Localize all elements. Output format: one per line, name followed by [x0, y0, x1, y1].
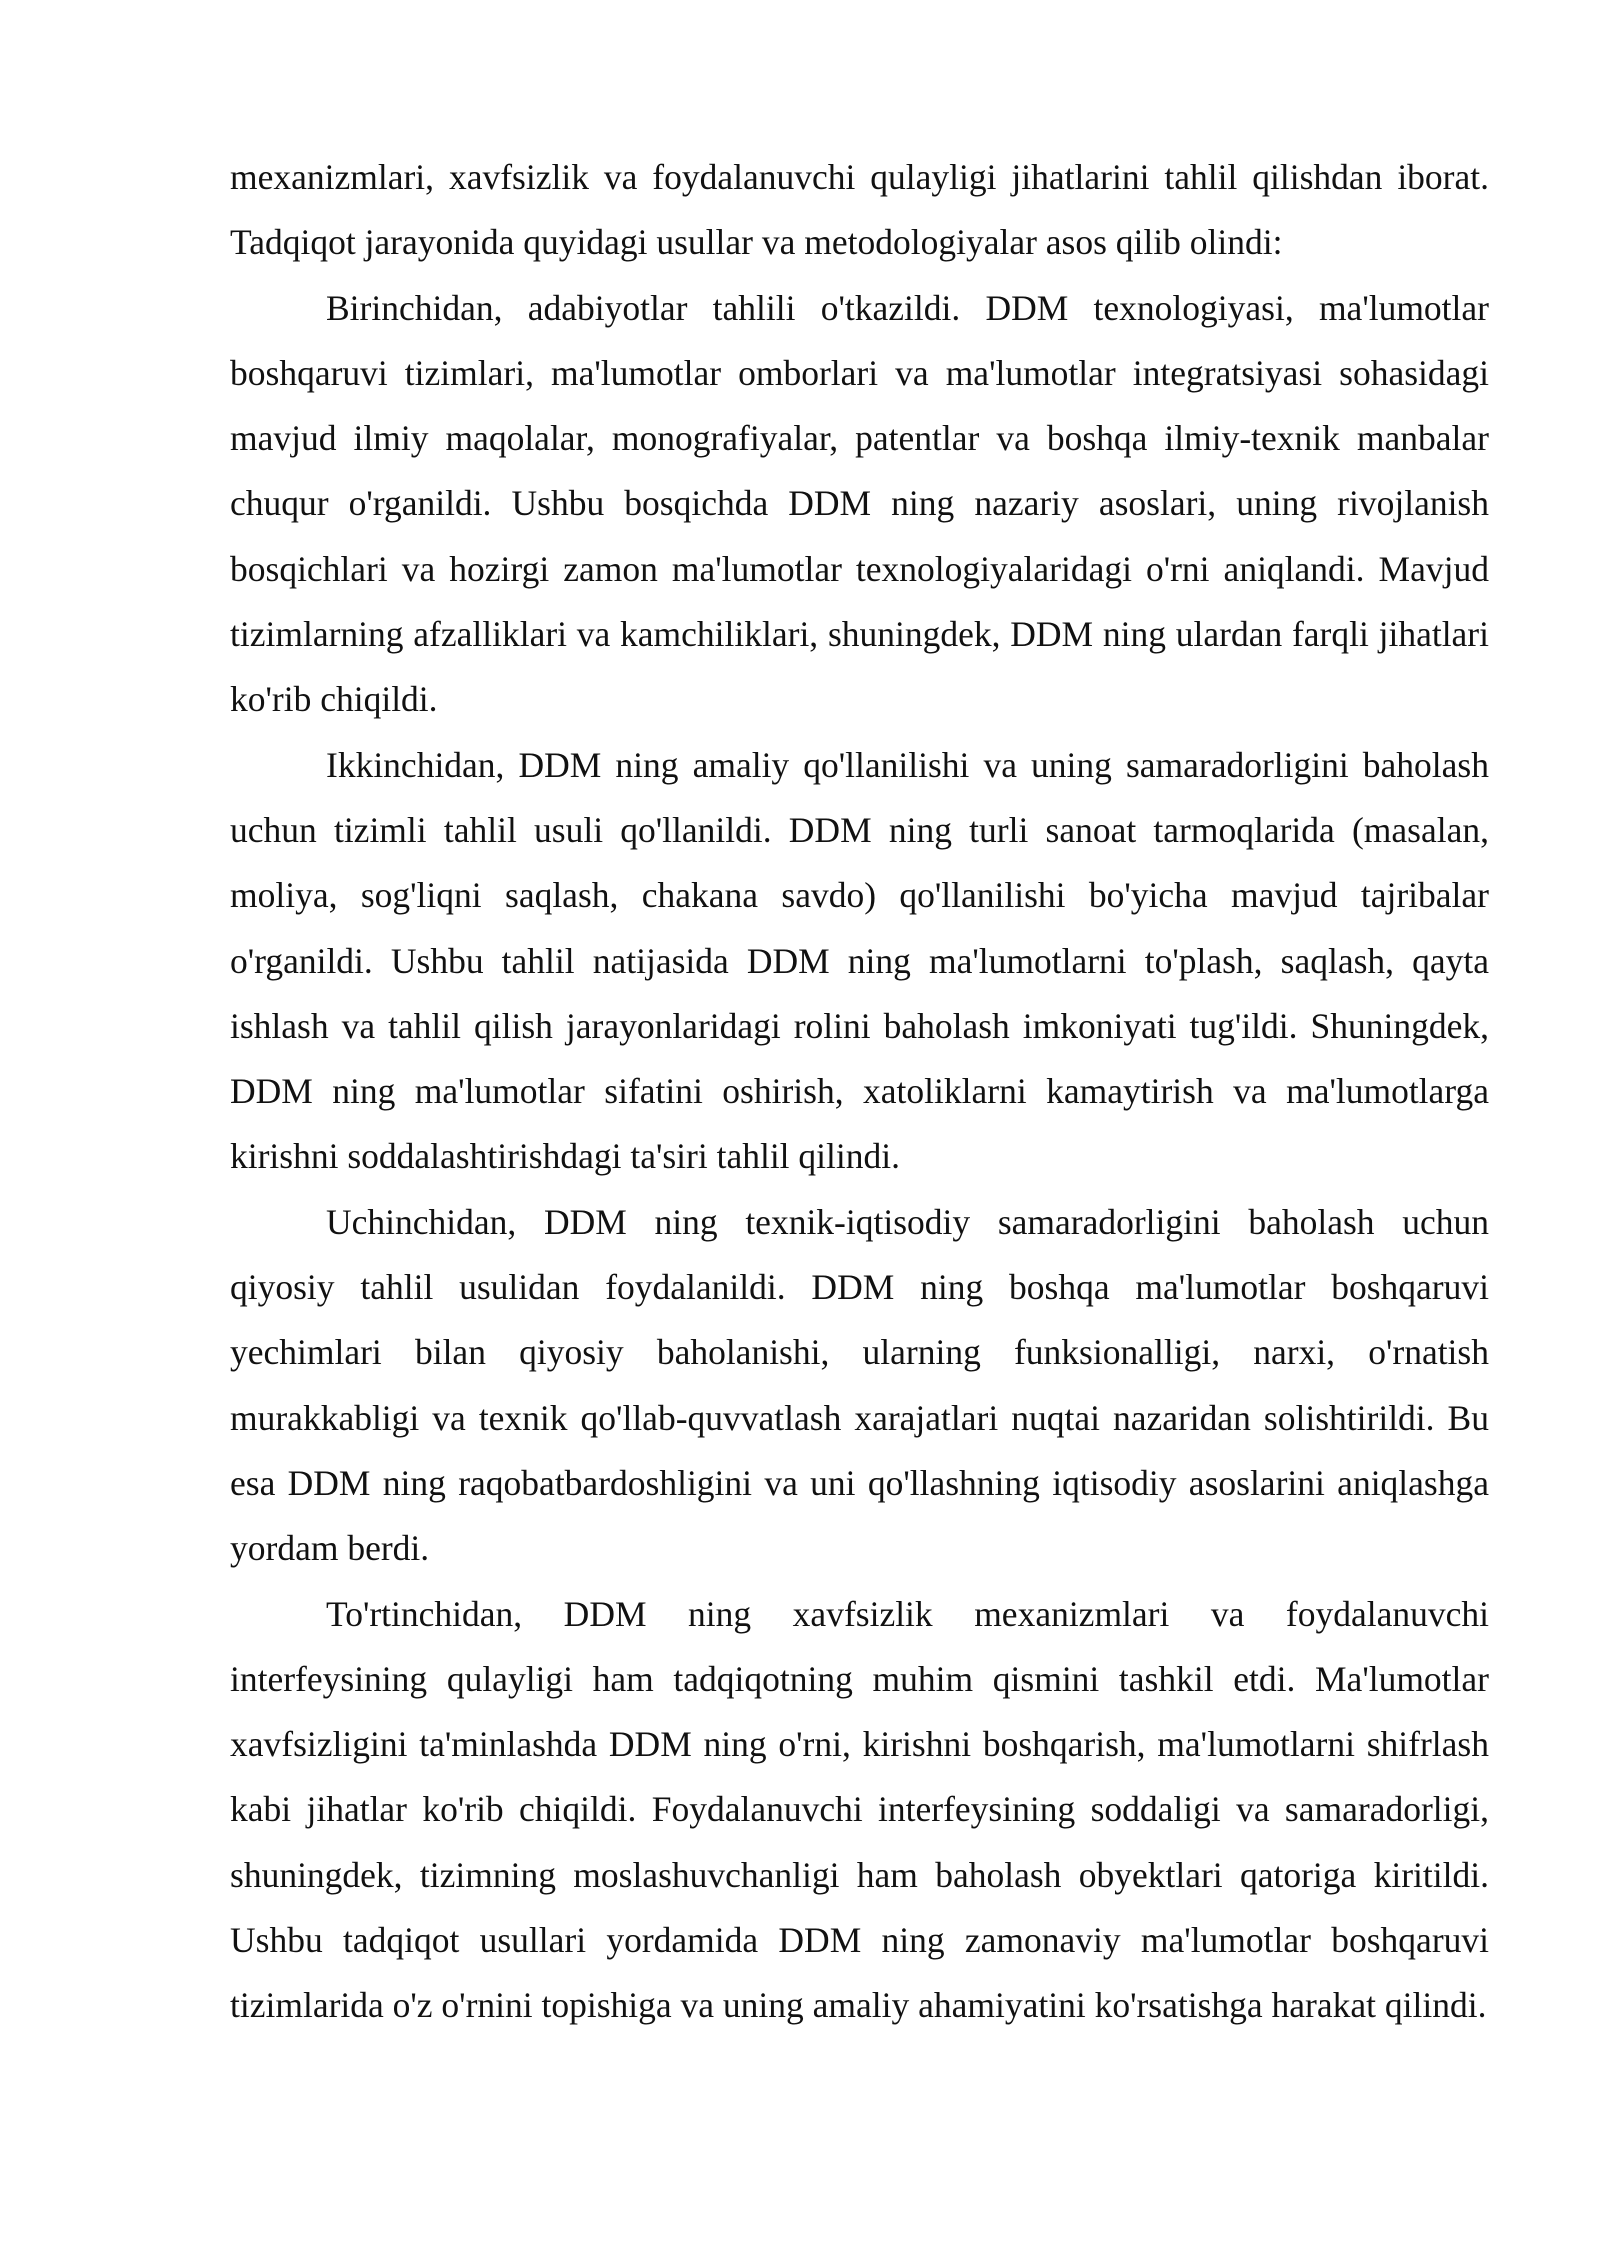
- paragraph-continuation: mexanizmlari, xavfsizlik va foydalanuvchi qulayligi jihatlarini tahlil qilishdan iborat. Tadqiqot jarayonida quyidagi usullar va metodologiyalar asos qilib olindi:: [230, 157, 1489, 263]
- paragraph-second-method: Ikkinchidan, DDM ning amaliy qo'llanilishi va uning samaradorligini baholash uchun tizimli tahlil usuli qo'llanildi. DDM ning turli sanoat tarmoqlarida (masalan, moliya, sog'liqni saqlash, chakana savdo) qo'llanilishi bo'yicha mavjud tajribalar o'rganildi. Ushbu tahlil natijasida DDM ning ma'lumotlarni to'plash, saqlash, qayta ishlash va tahlil qilish jarayonlaridagi rolini baholash imkoniyati tug'ildi. Shuningdek, DDM ning ma'lumotlar sifatini oshirish, xatoliklarni kamaytirish va ma'lumotlarga kirishni soddalashtirishdagi ta'siri tahlil qilindi.: [230, 744, 1489, 1177]
- document-body: [230, 145, 1489, 2039]
- paragraph-third-method: Uchinchidan, DDM ning texnik-iqtisodiy samaradorligini baholash uchun qiyosiy tahlil usulidan foydalanildi. DDM ning boshqa ma'lumotlar boshqaruvi yechimlari bilan qiyosiy baholanishi, ularning funksionalligi, narxi, o'rnatish murakkabligi va texnik qo'llab-quvvatlash xarajatlari nuqtai nazaridan solishtirildi. Bu esa DDM ning raqobatbardoshligini va uni qo'llashning iqtisodiy asoslarini aniqlashga yordam berdi.: [230, 1201, 1489, 1569]
- paragraph-fourth-method: To'rtinchidan, DDM ning xavfsizlik mexanizmlari va foydalanuvchi interfeysining qulayligi ham tadqiqotning muhim qismini tashkil etdi. Ma'lumotlar xavfsizligini ta'minlashda DDM ning o'rni, kirishni boshqarish, ma'lumotlarni shifrlash kabi jihatlar ko'rib chiqildi. Foydalanuvchi interfeysining soddaligi va samaradorligi, shuningdek, tizimning moslashuvchanligi ham baholash obyektlari qatoriga kiritildi. Ushbu tadqiqot usullari yordamida DDM ning zamonaviy ma'lumotlar boshqaruvi tizimlarida o'z o'rnini topishiga va uning amaliy ahamiyatini ko'rsatishga harakat qilindi.: [230, 1593, 1489, 2026]
- paragraph-first-method: Birinchidan, adabiyotlar tahlili o'tkazildi. DDM texnologiyasi, ma'lumotlar boshqaruvi tizimlari, ma'lumotlar omborlari va ma'lumotlar integratsiyasi sohasidagi mavjud ilmiy maqolalar, monografiyalar, patentlar va boshqa ilmiy-texnik manbalar chuqur o'rganildi. Ushbu bosqichda DDM ning nazariy asoslari, uning rivojlanish bosqichlari va hozirgi zamon ma'lumotlar texnologiyalaridagi o'rni aniqlandi. Mavjud tizimlarning afzalliklari va kamchiliklari, shuningdek, DDM ning ulardan farqli jihatlari ko'rib chiqildi.: [230, 287, 1489, 720]
